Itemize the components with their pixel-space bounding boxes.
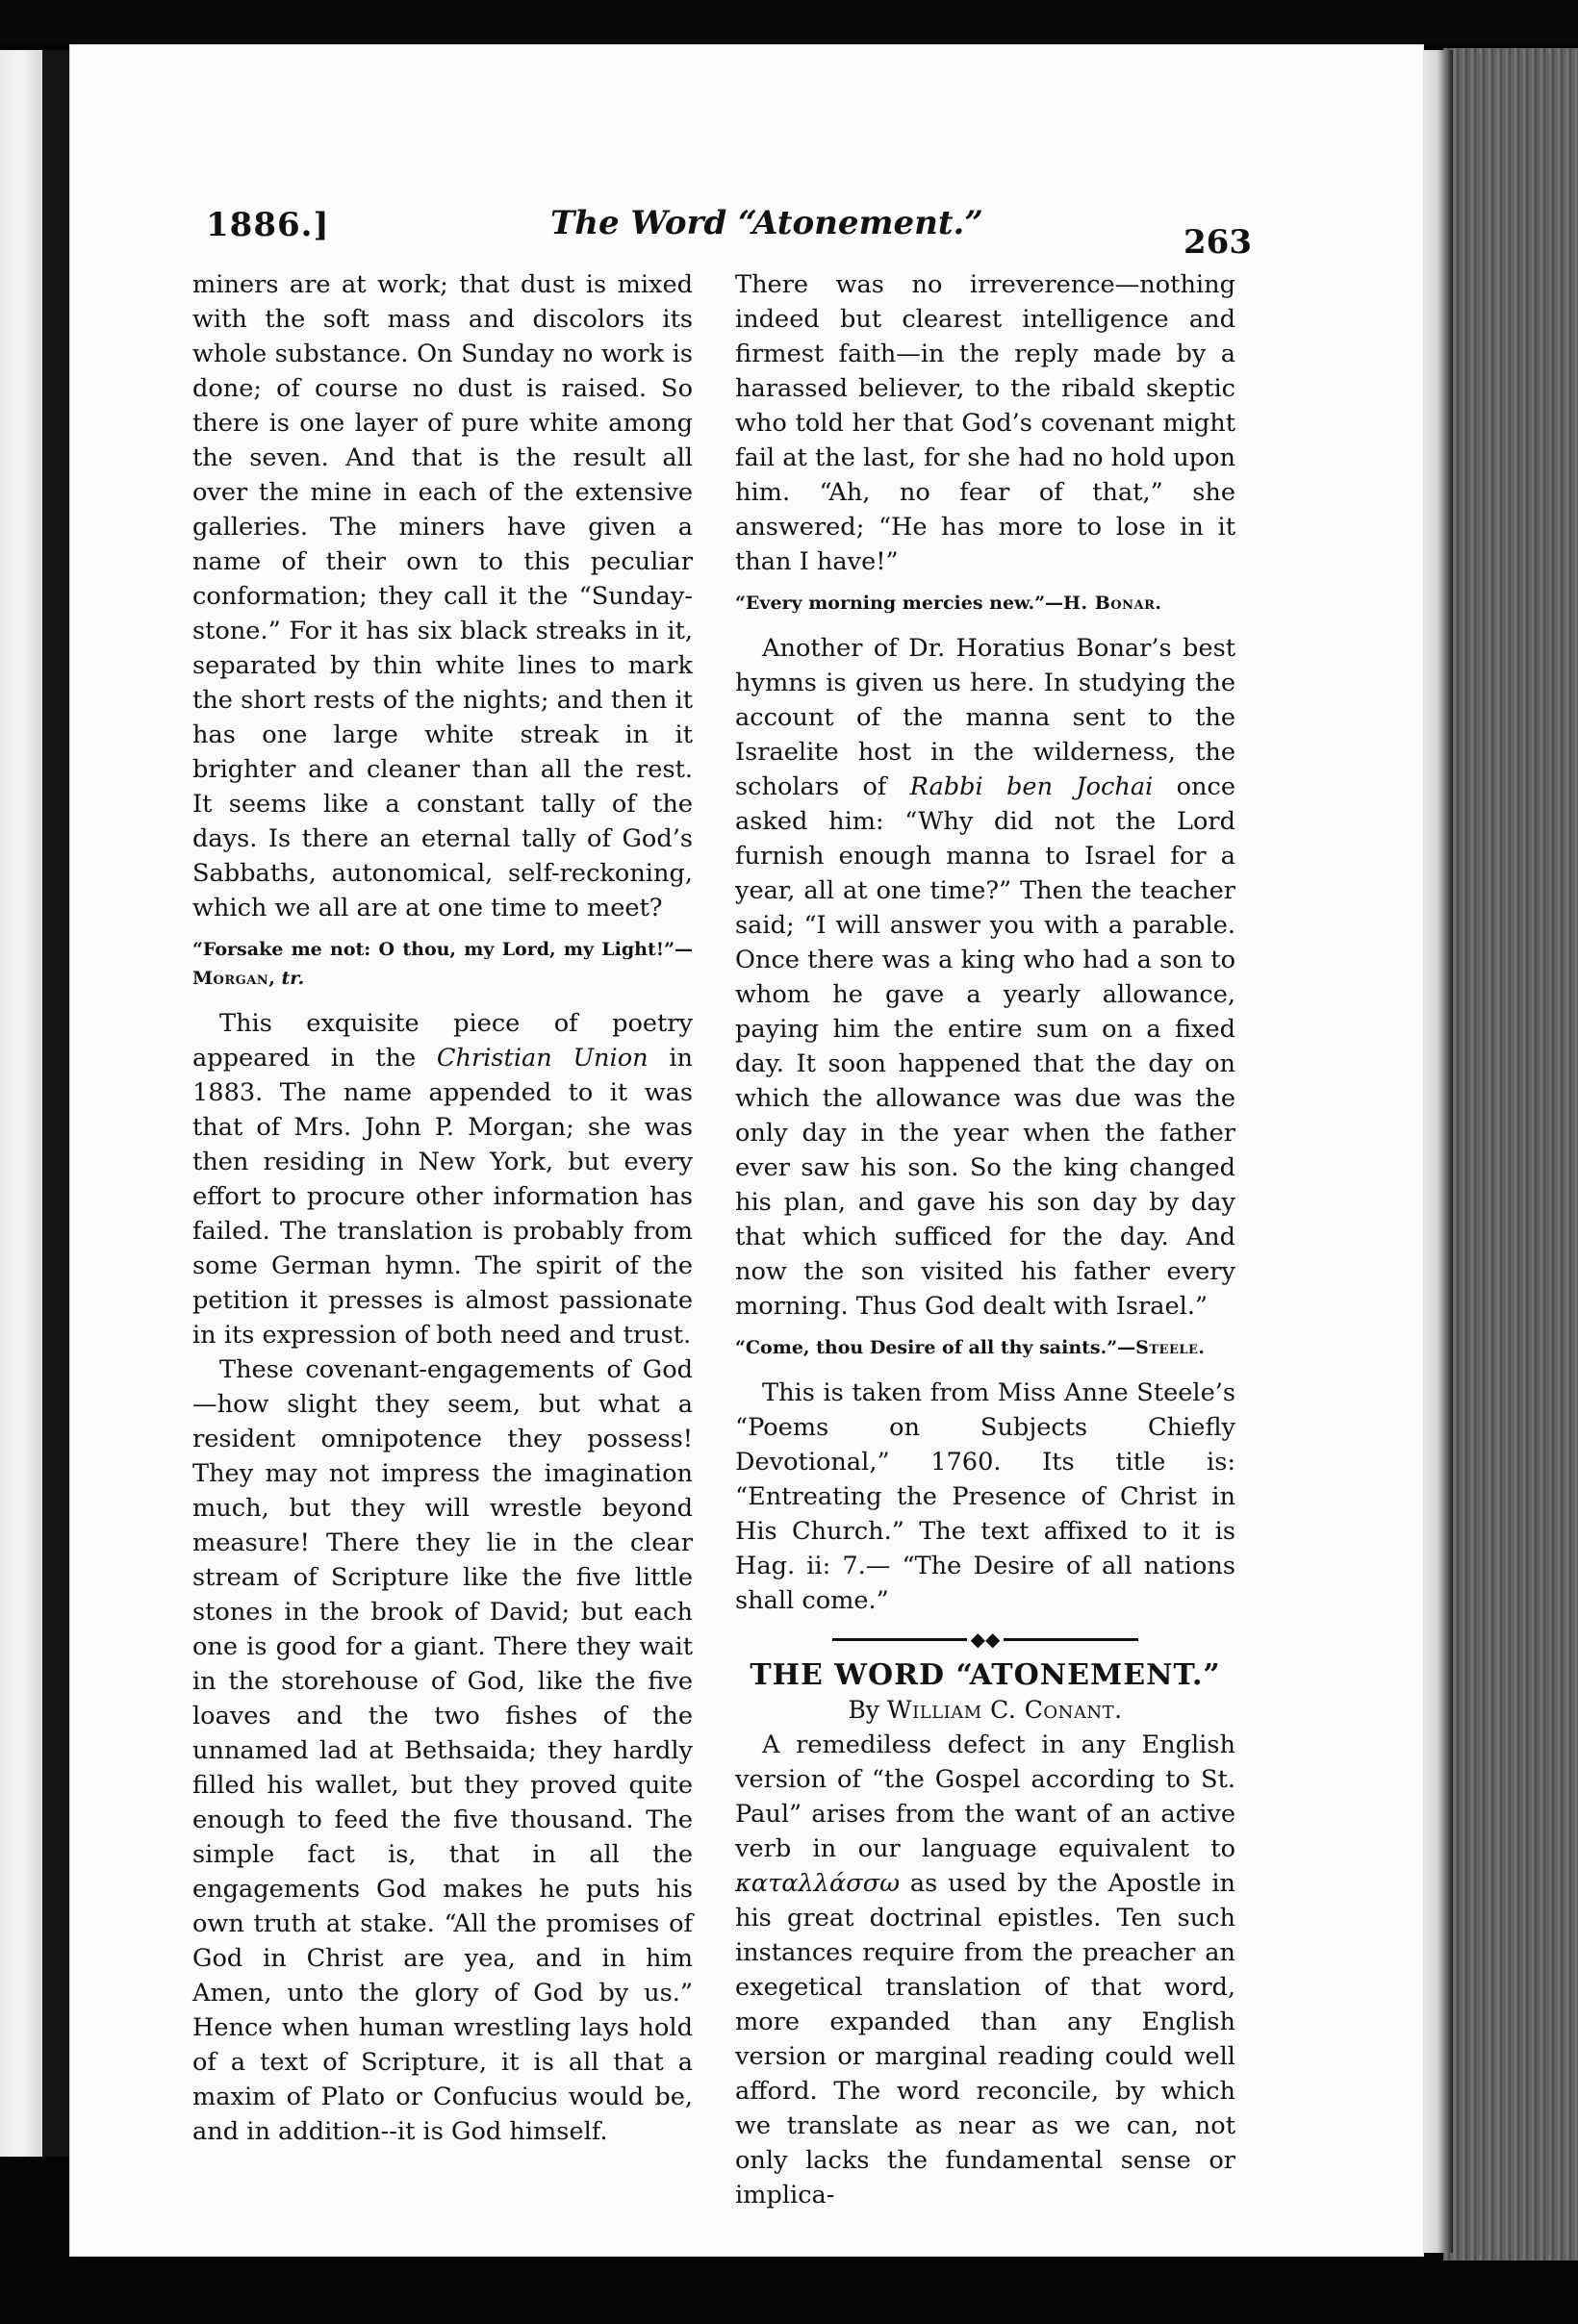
hymn-epigraph bbox=[192, 935, 693, 993]
paragraph: There was no irreverence—nothing indeed but clearest intelligence and firmest faith—in the reply made by a harassed believer, to the ribald skeptic who told her that God’s covenant might fail at the last, for she had no hold upon him. “Ah, no fear of that,” she answered; “He has more to lose in it than I have!” bbox=[735, 270, 1235, 576]
epigraph-separator: , bbox=[268, 968, 282, 989]
epigraph-text: “Come, thou Desire of all thy saints.”— bbox=[735, 1337, 1136, 1358]
book-page bbox=[69, 44, 1424, 2257]
divider-rule bbox=[832, 1638, 967, 1641]
article-title: THE WORD “ATONEMENT.” bbox=[750, 1658, 1221, 1692]
text-run: once asked him: “Why did not the Lord furnish enough manna to Israel for a year, all at one time?” Then the teacher said; “I will answer you with a parable. Once there was a king who had a son to whom he gave a yearly allowance, paying him the entire sum on a fixed day. It soon happened that the day on which the allowance was due was the only day in the year when the father ever saw his son. So the king changed his plan, and gave his son day by day that which sufficed for the day. And now the son visited his father every morning. Thus God dealt with Israel.” bbox=[735, 772, 1235, 1321]
paragraph bbox=[735, 1728, 1235, 2212]
hymn-epigraph bbox=[735, 589, 1235, 618]
divider-rule bbox=[1004, 1638, 1138, 1641]
publication-title: Christian Union bbox=[436, 1044, 649, 1073]
epigraph-text: “Forsake me not: O thou, my Lord, my Light!”— bbox=[192, 939, 693, 960]
epigraph-author: Steele. bbox=[1135, 1337, 1206, 1358]
paragraph bbox=[192, 1006, 693, 1352]
left-column bbox=[192, 267, 693, 2149]
epigraph-text: “Every morning mercies new.”— bbox=[735, 593, 1064, 614]
byline-prefix: By bbox=[848, 1696, 887, 1724]
rabbi-name: Rabbi ben Jochai bbox=[909, 772, 1154, 801]
section-divider bbox=[735, 1624, 1235, 1655]
text-run: Another of Dr. Horatius Bonar’s best hymns is given us here. In studying the account of the manna sent to the Israelite host in the wilderness, the scholars of bbox=[735, 634, 1235, 801]
header-running-title: The Word “Atonement.” bbox=[550, 204, 983, 242]
text-run: A remediless defect in any English version of “the Gospel according to St. Paul” arises from the want of an active verb in our language equivalent to bbox=[735, 1730, 1235, 1863]
right-column bbox=[735, 267, 1235, 2212]
divider-ornament: ◆◆ bbox=[970, 1628, 1001, 1651]
epigraph-tr: tr. bbox=[281, 968, 305, 989]
facing-page-edge bbox=[0, 50, 42, 2157]
scan-top-border bbox=[0, 0, 1578, 42]
paragraph: These covenant-engagements of God —how slight they seem, but what a resident omnipotence they possess! They may not impress the imagination much, but they will wrestle beyond measure! There they lie in the clear stream of Scripture like the five little stones in the brook of David; but each one is good for a giant. There they wait in the storehouse of God, like the five loaves and the two fishes of the unnamed lad at Bethsaida; they hardly filled his wallet, but they proved quite enough to feed the five thousand. The simple fact is, that in all the engagements God makes he puts his own truth at stake. “All the promises of God in Christ are yea, and in him Amen, unto the glory of God by us.” Hence when human wrestling lays hold of a text of Scripture, it is all that a maxim of Plato or Confucius would be, and in addition--it is God himself. bbox=[192, 1355, 693, 2146]
epigraph-author: Morgan bbox=[192, 968, 269, 989]
article-byline bbox=[735, 1693, 1235, 1728]
page-number: 263 bbox=[1184, 223, 1252, 262]
paragraph: This is taken from Miss Anne Steele’s “Poems on Subjects Chiefly Devotional,” 1760. Its title is: “Entreating the Presence of Christ in His Church.” The text affixed to it is Hag. ii: 7.— “The Desire of all nations shall come.” bbox=[735, 1378, 1235, 1615]
book-fore-edge bbox=[1443, 48, 1578, 2261]
paragraph: miners are at work; that dust is mixed with the soft mass and discolors its whole substance. On Sunday no work is done; of course no dust is raised. So there is one layer of pure white among the seven. And that is the result all over the mine in each of the extensive galleries. The miners have given a name of their own to this peculiar conformation; they call it the “Sunday-stone.” For it has six black streaks in it, separated by thin white lines to mark the short rests of the nights; and then it has one large white streak in it brighter and cleaner than all the rest. It seems like a constant tally of the days. Is there an eternal tally of God’s Sabbaths, autonomical, self-reckoning, which we all are at one time to meet? bbox=[192, 270, 693, 922]
hymn-epigraph bbox=[735, 1333, 1235, 1362]
header-year: 1886.] bbox=[206, 206, 330, 244]
text-run: as used by the Apostle in his great doctrinal epistles. Ten such instances require from the preacher an exegetical translation of that word, more expanded than any English version or marginal reading could well afford. The word reconcile, by which we translate as near as we can, not only lacks the fundamental sense or implica- bbox=[735, 1869, 1235, 2210]
gutter-shadow bbox=[42, 50, 69, 2157]
author-name: William C. Conant. bbox=[886, 1696, 1123, 1724]
epigraph-author: H. Bonar. bbox=[1063, 593, 1162, 614]
text-run: in 1883. The name appended to it was that of Mrs. John P. Morgan; she was then residing in New York, but every effort to procure other information has failed. The translation is probably from some German hymn. The spirit of the petition it presses is almost passionate in its expression of both need and trust. bbox=[192, 1044, 693, 1350]
paragraph bbox=[735, 631, 1235, 1324]
text-run: This exquisite piece of poetry appeared in the bbox=[192, 1009, 693, 1073]
greek-word: καταλλάσσω bbox=[735, 1869, 901, 1898]
